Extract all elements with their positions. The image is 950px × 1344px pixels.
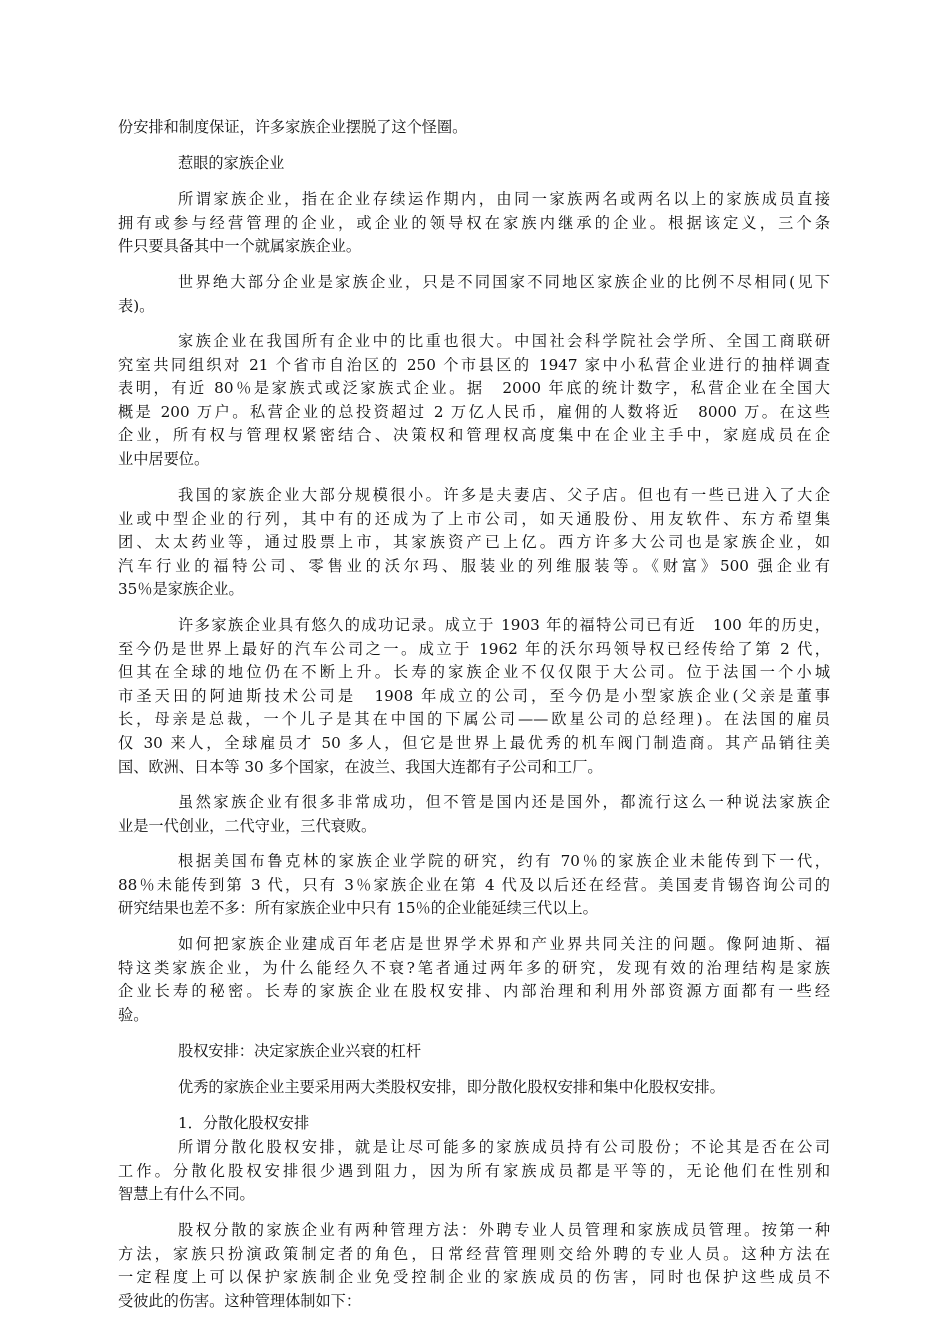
paragraph-governance xyxy=(118,933,830,1027)
text-line: 研究结果也差不多：所有家族企业中只有 15％的企业能延续三代以上。 xyxy=(118,899,598,918)
text-line: 市圣天田的阿迪斯技术公司是 1908 年成立的公司，至今仍是小型家族企业(父亲是董事 xyxy=(118,686,830,705)
text-line: 方法，家族只扮演政策制定者的角色，日常经营管理则交给外聘的专业人员。这种方法在 xyxy=(118,1244,830,1263)
paragraph-world-share xyxy=(118,271,830,318)
text-line: 一定程度上可以保护家族制企业免受控制企业的家族成员的伤害，同时也保护这些成员不 xyxy=(118,1268,830,1287)
text-line: 35％是家族企业。 xyxy=(118,580,244,599)
text-line: 表明，有近 80％是家族式或泛家族式企业。据 2000 年底的统计数字，私营企业在全国大 xyxy=(118,379,830,398)
text-line: 但其在全球的地位仍在不断上升。长寿的家族企业不仅仅限于大公司。位于法国一个小城 xyxy=(118,663,830,682)
section-heading-equity xyxy=(118,1040,830,1064)
text-line: 拥有或参与经营管理的企业，或企业的领导权在家族内继承的企业。根据该定义，三个条 xyxy=(118,213,830,232)
text-line: 根据美国布鲁克林的家族企业学院的研究，约有 70％的家族企业未能传到下一代， xyxy=(178,852,830,870)
text-line: 所谓分散化股权安排，就是让尽可能多的家族成员持有公司股份；不论其是否在公司 xyxy=(178,1138,830,1156)
text-line: 智慧上有什么不同。 xyxy=(118,1185,255,1204)
paragraph-success-records xyxy=(118,614,830,779)
text-line: 世界绝大部分企业是家族企业，只是不同国家不同地区家族企业的比例不尽相同(见下 xyxy=(178,273,830,291)
subheading-dispersed-equity xyxy=(118,1112,830,1136)
text-line: 虽然家族企业有很多非常成功，但不管是国内还是国外，都流行这么一种说法家族企 xyxy=(178,793,830,811)
text-line: 份安排和制度保证，许多家族企业摆脱了这个怪圈。 xyxy=(118,118,468,136)
text-line: 长，母亲是总裁，一个儿子是其在中国的下属公司——欧星公司的总经理)。在法国的雇员 xyxy=(118,710,830,729)
text-line: 件只要具备其中一个就属家族企业。 xyxy=(118,237,361,256)
paragraph-dispersed-definition xyxy=(118,1136,830,1207)
text-line: 汽车行业的福特公司、零售业的沃尔玛、服装业的列维服装等。《财富》500 强企业有 xyxy=(118,556,830,575)
paragraph-equity-types xyxy=(118,1076,830,1100)
text-line: 股权分散的家族企业有两种管理方法：外聘专业人员管理和家族成员管理。按第一种 xyxy=(178,1221,830,1239)
text-line: 团、太太药业等，通过股票上市，其家族资产已上亿。西方许多大公司也是家族企业，如 xyxy=(118,533,830,552)
text-line: 概是 200 万户。私营企业的总投资超过 2 万亿人民币，雇佣的人数将近 8000 万。在这些 xyxy=(118,402,830,421)
section-heading-family-business xyxy=(118,152,830,176)
text-line: 业或中型企业的行列，其中有的还成为了上市公司，如天通股份、用友软件、东方希望集 xyxy=(118,509,830,528)
heading-text: 股权安排：决定家族企业兴衰的杠杆 xyxy=(178,1042,421,1060)
text-line: 许多家族企业具有悠久的成功记录。成立于 1903 年的福特公司已有近 100 年的历史， xyxy=(178,616,830,634)
text-line: 工作。分散化股权安排很少遇到阻力，因为所有家族成员都是平等的，无论他们在性别和 xyxy=(118,1161,830,1180)
text-line: 优秀的家族企业主要采用两大类股权安排，即分散化股权安排和集中化股权安排。 xyxy=(178,1078,725,1096)
heading-text: 惹眼的家族企业 xyxy=(178,154,285,172)
text-line: 所谓家族企业，指在企业存续运作期内，由同一家族两名或两名以上的家族成员直接 xyxy=(178,190,830,208)
text-line: 受彼此的伤害。这种管理体制如下： xyxy=(118,1291,361,1310)
text-line: 究室共同组织对 21 个省市自治区的 250 个市县区的 1947 家中小私营企业进行的抽样调查 xyxy=(118,355,830,374)
paragraph-china-scale xyxy=(118,484,830,602)
text-line: 表)。 xyxy=(118,296,155,315)
text-line: 验。 xyxy=(118,1005,149,1024)
text-line: 至今仍是世界上最好的汽车公司之一。成立于 1962 年的沃尔玛领导权已经传给了第 2 代， xyxy=(118,639,830,658)
paragraph-continuation xyxy=(118,116,830,140)
paragraph-management-methods xyxy=(118,1219,830,1313)
text-line: 国、欧洲、日本等 30 多个国家，在波兰、我国大连都有子公司和工厂。 xyxy=(118,757,603,776)
heading-text: 1．分散化股权安排 xyxy=(178,1114,310,1132)
text-line: 88％未能传到第 3 代，只有 3％家族企业在第 4 代及以后还在经营。美国麦肯锡咨询公司的 xyxy=(118,875,830,894)
paragraph-definition xyxy=(118,188,830,259)
text-line: 业中居要位。 xyxy=(118,449,210,468)
text-line: 企业，所有权与管理权紧密结合、决策权和管理权高度集中在企业主手中，家庭成员在企 xyxy=(118,426,830,445)
paragraph-china-share xyxy=(118,330,830,472)
paragraph-saying xyxy=(118,791,830,838)
paragraph-research xyxy=(118,850,830,921)
text-line: 家族企业在我国所有企业中的比重也很大。中国社会科学院社会学所、全国工商联研 xyxy=(178,332,830,350)
text-line: 特这类家族企业，为什么能经久不衰?笔者通过两年多的研究，发现有效的治理结构是家族 xyxy=(118,958,830,977)
text-line: 仅 30 来人，全球雇员才 50 多人，但它是世界上最优秀的机车阀门制造商。其产品销往美 xyxy=(118,733,830,752)
text-line: 企业长寿的秘密。长寿的家族企业在股权安排、内部治理和利用外部资源方面都有一些经 xyxy=(118,982,830,1001)
text-line: 业是一代创业，二代守业，三代衰败。 xyxy=(118,816,377,835)
text-line: 如何把家族企业建成百年老店是世界学术界和产业界共同关注的问题。像阿迪斯、福 xyxy=(178,935,830,953)
text-line: 我国的家族企业大部分规模很小。许多是夫妻店、父子店。但也有一些已进入了大企 xyxy=(178,486,830,504)
